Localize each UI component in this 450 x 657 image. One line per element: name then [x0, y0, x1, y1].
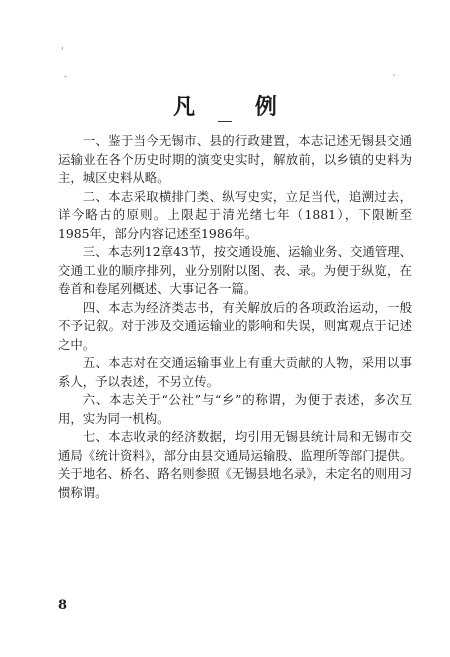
page-title: 凡 例 [173, 94, 303, 120]
paragraph-1: 一、鉴于当今无锡市、县的行政建置，本志记述无锡县交通运输业在各个历史时期的演变史实时，解放前，以乡镇的史料为主，城区史料从略。 [58, 133, 412, 185]
paragraph-2: 二、本志采取横排门类、纵写史实，立足当代，追溯过去，详今略古的原则。上限起于清光绪七年（1881），下限断至1985年，部分内容记述至1986年。 [58, 188, 412, 241]
paragraph-7: 七、本志收录的经济数据，均引用无锡县统计局和无锡市交通局《统计资料》，部分由县交通局运输股、监理所等部门提供。关于地名、桥名、路名则参照《无锡县地名录》，未定名的则用习惯称谓。 [58, 429, 412, 500]
paragraph-3: 三、本志列12章43节，按交通设施、运输业务、交通管理、交通工业的顺序排列，业分别附以图、表、录。为便于纵览，在卷首和卷尾列概述、大事记各一篇。 [58, 244, 412, 296]
scan-mark: ` [392, 75, 397, 85]
scan-mark: ' [61, 47, 64, 57]
paragraph-6: 六、本志关于“公社”与“乡”的称谓，为便于表述，多次互用，实为同一机构。 [58, 392, 412, 426]
scan-mark: - [64, 72, 68, 82]
body-text [58, 132, 412, 502]
paragraph-4: 四、本志为经济类志书，有关解放后的各项政治运动，一般不予记叙。对于涉及交通运输业的影响和失误，则寓观点于记述之中。 [58, 299, 412, 352]
title-underline [218, 121, 232, 122]
paragraph-5: 五、本志对在交通运输事业上有重大贡献的人物，采用以事系人，予以表述，不另立传。 [58, 355, 412, 389]
page-number: 8 [58, 598, 68, 613]
